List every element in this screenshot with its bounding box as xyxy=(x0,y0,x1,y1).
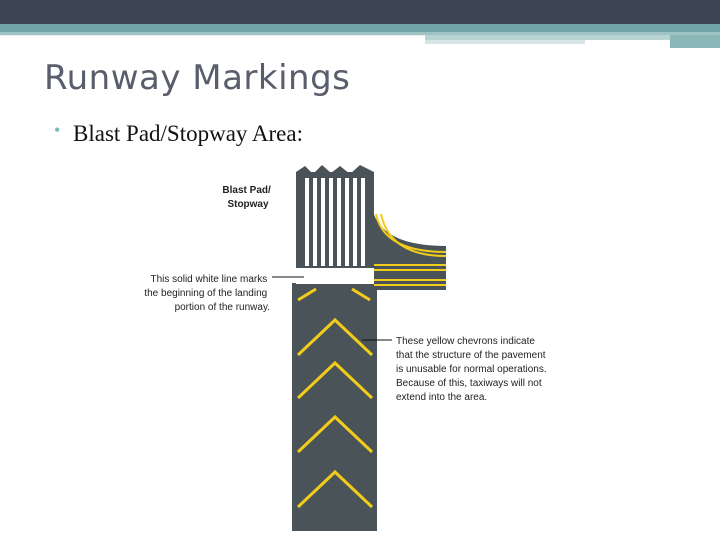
chevron-label: These yellow chevrons indicate that the structure of the pavement is unusable for normal operations. Because of this, taxiways will not extend into the area. xyxy=(396,336,547,403)
blast-pad-label: Blast Pad/ Stopway xyxy=(222,185,271,210)
bullet-marker: • xyxy=(54,120,61,140)
slide-title: Runway Markings xyxy=(44,58,351,98)
bullet-text: Blast Pad/Stopway Area: xyxy=(73,121,303,146)
blast-pad-jagged-edge xyxy=(296,165,374,176)
threshold-white-line xyxy=(296,268,374,284)
white-line-label: This solid white line marks the beginning of the landing portion of the runway. xyxy=(144,274,270,313)
